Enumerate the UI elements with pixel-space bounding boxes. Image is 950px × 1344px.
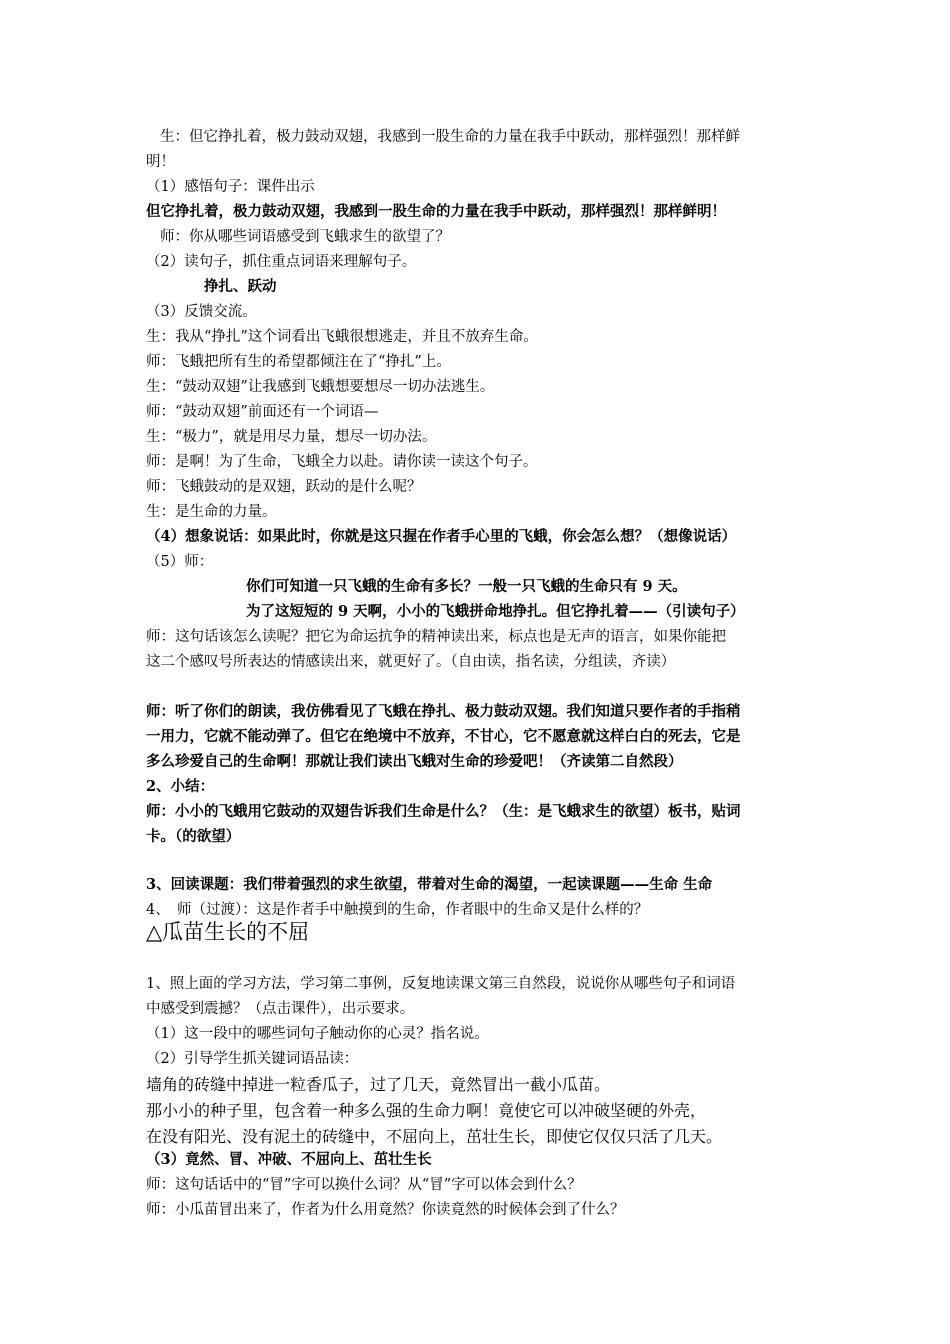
text-line: 多么珍爱自己的生命啊！那就让我们读出飞蛾对生命的珍爱吧！（齐读第二自然段） [146,753,683,770]
text-line: （5）师： [146,554,214,570]
text-line: 师：“鼓动双翅”前面还有一个词语— [146,404,379,420]
text-line: （1）感悟句子：课件出示 [146,179,315,195]
text-line: 生：是生命的力量。 [146,504,277,520]
text-line: 师：是啊！为了生命，飞蛾全力以赴。请你读一读这个句子。 [146,454,538,470]
text-line: （1）这一段中的哪些词句子触动你的心灵？指名说。 [146,1026,489,1042]
section-heading: △瓜苗生长的不屈 [146,920,310,944]
text-line: 那小小的种子里，包含着一种多么强的生命力啊！竟使它可以冲破坚硬的外壳， [146,1101,707,1120]
text-line: 在没有阳光、没有泥土的砖缝中，不屈向上，茁壮生长，即使它仅仅只活了几天。 [146,1127,723,1146]
text-line: 为了这短短的 9 天啊，小小的飞蛾拼命地挣扎。但它挣扎着——（引读句子） [246,603,745,620]
text-line: 3、回读课题：我们带着强烈的求生欲望，带着对生命的渴望，一起读课题——生命 生命 [146,876,713,893]
text-line: （3）反馈交流。 [146,304,257,320]
text-line: 你们可知道一只飞蛾的生命有多长？一般一只飞蛾的生命只有 9 天。 [246,578,687,595]
text-line: 师：小瓜苗冒出来了，作者为什么用竟然？你读竟然的时候体会到了什么？ [146,1202,625,1218]
text-line: 生：“极力”，就是用尽力量，想尽一切办法。 [146,429,437,445]
text-line: 2、小结： [146,778,215,795]
text-line: 这二个感叹号所表达的情感读出来，就更好了。（自由读，指名读，分组读，齐读） [146,654,676,670]
text-line: 4、 师（过渡）：这是作者手中触摸到的生命，作者眼中的生命又是什么样的？ [146,902,649,918]
text-line: 生：“鼓动双翅”让我感到飞蛾想要想尽一切办法逃生。 [146,379,495,395]
text-line: 挣扎、跃动 [204,278,277,295]
text-line: 师：听了你们的朗读，我仿佛看见了飞蛾在挣扎、极力鼓动双翅。我们知道只要作者的手指稍 [146,703,741,720]
text-line: 生：我从“挣扎”这个词看出飞蛾很想逃走，并且不放弃生命。 [146,329,538,345]
text-line: 生：但它挣扎着，极力鼓动双翅，我感到一股生命的力量在我手中跃动，那样强烈！那样鲜 [160,129,740,145]
text-line: 师：你从哪些词语感受到飞蛾求生的欲望了？ [160,229,450,245]
text-line: （3）竟然、冒、冲破、不屈向上、茁壮生长 [146,1151,432,1168]
text-line: 师：这句话该怎么读呢？把它为命运抗争的精神读出来，标点也是无声的语言，如果你能把 [146,629,726,645]
text-line: 师：飞蛾鼓动的是双翅，跃动的是什么呢？ [146,479,422,495]
text-line: 卡。（的欲望） [146,828,241,845]
text-line: 墙角的砖缝中掉进一粒香瓜子，过了几天，竟然冒出一截小瓜苗。 [146,1075,611,1094]
text-line: （2）读句子，抓住重点词语来理解句子。 [146,254,417,270]
text-line: 师：这句话话中的“冒”字可以换什么词？从“冒”字可以体会到什么？ [146,1177,582,1193]
text-line: （2）引导学生抓关键词语品读： [146,1051,359,1067]
text-line: 师：飞蛾把所有生的希望都倾注在了“挣扎”上。 [146,354,451,370]
text-line: 明！ [146,154,175,170]
text-line: 师：小小的飞蛾用它鼓动的双翅告诉我们生命是什么？（生：是飞蛾求生的欲望）板书，贴词 [146,803,741,820]
text-line: 一用力，它就不能动弹了。但它在绝境中不放弃，不甘心，它不愿意就这样白白的死去，它是 [146,728,741,745]
text-line: 1、照上面的学习方法，学习第二事例，反复地读课文第三自然段，说说你从哪些句子和词语 [146,976,736,992]
text-line: 中感受到震撼？（点击课件），出示要求。 [146,1001,415,1017]
text-line: （4）想象说话：如果此时，你就是这只握在作者手心里的飞蛾，你会怎么想？（想像说话） [146,528,737,545]
text-line: 但它挣扎着，极力鼓动双翅，我感到一股生命的力量在我手中跃动，那样强烈！那样鲜明！ [146,203,726,220]
